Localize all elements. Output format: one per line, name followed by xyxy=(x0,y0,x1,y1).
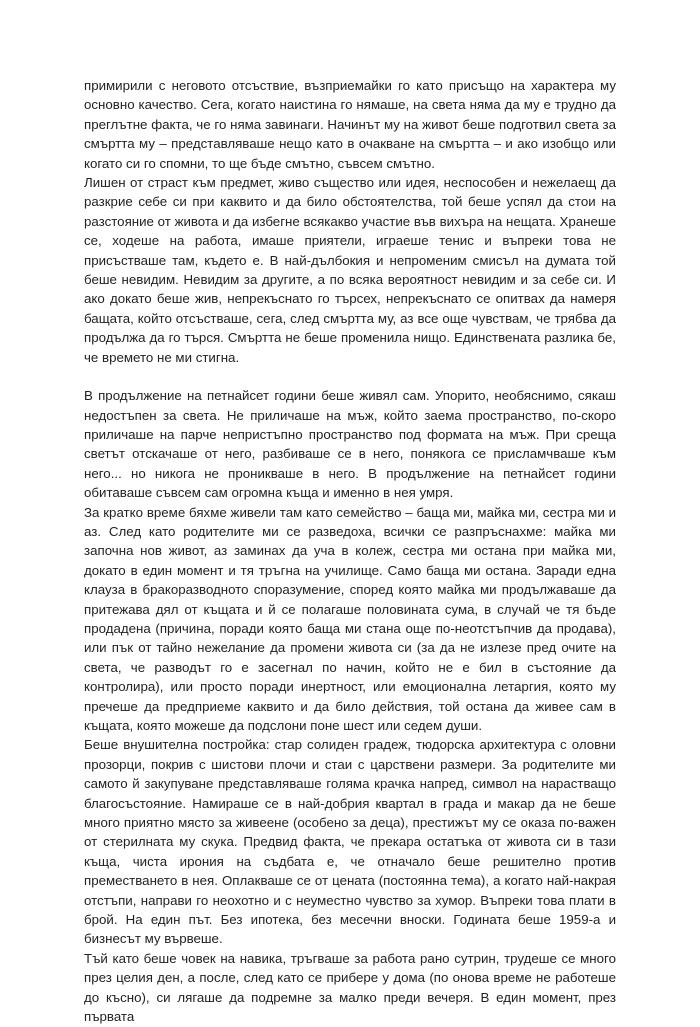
paragraph-2: Лишен от страст към предмет, живо същество или идея, неспособен и нежелаещ да разкрие себе си при каквито и да било обстоятелства, той беше успял да стои на разстояние от живота и да избегне всякакво участие във вихъра на нещата. Хранеше се, ходеше на работа, имаше приятели, играеше тенис и въпреки това не присъстваше там, където е. В най-дълбокия и непроменим смисъл на думата той беше невидим. Невидим за другите, а по всяка вероятност невидим и за себе си. И ако докато беше жив, непрекъснато го търсех, непрекъснато се опитвах да намеря бащата, който отсъстваше, сега, след смъртта му, аз все още чувствам, че трябва да продължа да го търся. Смъртта не беше променила нищо. Единствената разлика бе, че времето не ми стигна. xyxy=(84,175,616,365)
paragraph-4: За кратко време бяхме живели там като семейство – баща ми, майка ми, сестра ми и аз. След като родителите ми се разведоха, всички се разпръснахме: майка ми започна нов живот, аз заминах да уча в колеж, сестра ми остана при майка ми, докато в един момент и тя тръгна на училище. Само баща ми остана. Заради една клауза в бракоразводното споразумение, според която майка ми продължаваше да притежава дял от къщата и й се полагаше половината сума, в случай че тя бъде продадена (причина, поради която баща ми стана още по-неотстъпчив да продава), или пък от тайно нежелание да промени живота си (за да не излезе пред очите на света, че разводът го е засегнал по начин, който не е бил в състояние да контролира), или просто поради инертност, или емоционална летаргия, която му пречеше да предприеме каквито и да било действия, той остана да живее сам в къщата, която можеше да подслони поне шест или седем души. xyxy=(84,504,616,733)
paragraph-5: Беше внушителна постройка: стар солиден градеж, тюдорска архитектура с оловни прозорци, покрив с шистови плочи и стаи с царствени размери. За родителите ми самото й закупуване представляваше голяма крачка напред, символ на нарастващо благосъстояние. Намираше се в най-добрия квартал в града и макар да не беше много приятно място за живеене (особено за деца), престижът му се оказа по-важен от стерилната му скука. Предвид факта, че прекара остатъка от живота си в тази къща, чиста ирония на съдбата е, че отначало беше решително против преместването в нея. Оплакваше се от цената (постоянна тема), а когато най-накрая отстъпи, направи го неохотно и с неуместно чувство за хумор. Въпреки това плати в брой. На един път. Без ипотека, без месечни вноски. Годината беше 1959-а и бизнесът му вървеше. xyxy=(84,737,616,947)
paragraph-3: В продължение на петнайсет години беше живял сам. Упорито, необяснимо, сякаш недостъпен за света. Не приличаше на мъж, който заема пространство, по-скоро приличаше на парче непристъпно пространство под формата на мъж. При среща светът отскачаше от него, разбиваше се в него, понякога се присламчваше към него... но никога не проникваше в него. В продължение на петнайсет години обитаваше съвсем сам огромна къща и именно в нея умря. xyxy=(84,388,616,501)
document-page xyxy=(84,76,616,1027)
paragraph-1: примирили с неговото отсъствие, възприемайки го като присъщо на характера му основно качество. Сега, когато наистина го нямаше, на света няма да му е трудно да преглътне факта, че го няма завинаги. Начинът му на живот беше подготвил света за смъртта му – представляваше нещо като в очакване на смъртта – и ако изобщо или когато си го спомни, то ще бъде смътно, съвсем смътно. xyxy=(84,78,616,171)
paragraph-6: Тъй като беше човек на навика, тръгваше за работа рано сутрин, трудеше се много през целия ден, а после, след като се прибере у дома (по онова време не работеше до късно), си лягаше да подремне за малко преди вечеря. В един момент, през първата xyxy=(84,950,616,1025)
